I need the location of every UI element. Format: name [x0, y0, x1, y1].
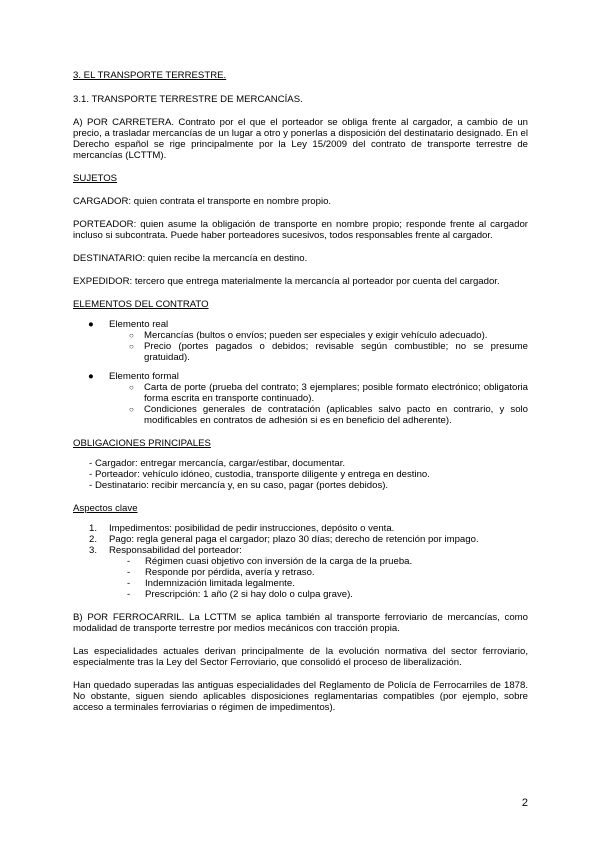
sub-list-item: - Indemnización limitada legalmente. — [127, 578, 295, 589]
subsection-heading: 3.1. TRANSPORTE TERRESTRE DE MERCANCÍAS. — [73, 94, 303, 105]
elementos-list — [73, 319, 528, 426]
section-heading: 3. EL TRANSPORTE TERRESTRE. — [73, 70, 227, 81]
expedidor-paragraph: EXPEDIDOR: tercero que entrega materialmente la mercancía al porteador por cuenta del cargador. — [73, 276, 500, 287]
porteador-paragraph: PORTEADOR: quien asume la obligación de transporte en nombre propio; responde frente al cargador incluso si subcontrata. Puede haber porteadores sucesivos, todos responsables frente al cargador. — [73, 219, 528, 241]
list-item: - Cargador: entregar mercancía, cargar/estibar, documentar. — [89, 458, 346, 469]
especialidades-paragraph: Las especialidades actuales derivan principalmente de la evolución normativa del sector ferroviario, especialmente tras la Ley del Sector Ferroviario, que consolidó el proceso de liberalización. — [73, 646, 528, 668]
aspectos-heading: Aspectos clave — [73, 503, 138, 514]
list-item: - Destinatario: recibir mercancía y, en su caso, pagar (portes debidos). — [89, 480, 389, 491]
list-item: - Porteador: vehículo idóneo, custodia, transporte diligente y entrega en destino. — [89, 469, 430, 480]
list-item: ● Elemento formal — [88, 371, 179, 382]
document-page — [73, 70, 528, 713]
sub-list-item: ○ Carta de porte (prueba del contrato; 3 ejemplares; posible formato electrónico; obligatoria forma escrita en transporte continuado). — [129, 382, 528, 404]
reglamento-paragraph: Han quedado superadas las antiguas especialidades del Reglamento de Policía de Ferrocarriles de 1878. No obstante, siguen siendo aplicables disposiciones reglamentarias compatibles (por ejemplo, sobre acceso a terminales ferroviarias o régimen de impedimentos). — [73, 680, 528, 713]
circle-bullet-icon: ○ — [129, 383, 134, 392]
sujetos-heading: SUJETOS — [73, 173, 118, 184]
bullet-icon: ● — [88, 319, 94, 330]
circle-bullet-icon: ○ — [129, 331, 134, 340]
page-number: 2 — [521, 797, 528, 809]
obligaciones-list — [73, 458, 528, 491]
bullet-icon: ● — [88, 371, 94, 382]
list-item: ● Elemento real — [88, 319, 169, 330]
sub-list-item: - Responde por pérdida, avería y retraso. — [127, 567, 315, 578]
sub-list-item: - Régimen cuasi objetivo con inversión de la carga de la prueba. — [127, 556, 413, 567]
destinatario-paragraph: DESTINATARIO: quien recibe la mercancía en destino. — [73, 253, 308, 264]
sub-list-item: - Prescripción: 1 año (2 si hay dolo o culpa grave). — [127, 589, 353, 600]
obligaciones-heading: OBLIGACIONES PRINCIPALES — [73, 438, 211, 449]
circle-bullet-icon: ○ — [129, 405, 134, 414]
sub-list-item: ○ Mercancías (bultos o envíos; pueden ser especiales y exigir vehículo adecuado). — [129, 330, 488, 341]
cargador-paragraph: CARGADOR: quien contrata el transporte en nombre propio. — [73, 196, 332, 207]
ferrocarril-paragraph: B) POR FERROCARRIL. La LCTTM se aplica también al transporte ferroviario de mercancías, como modalidad de transporte terrestre por medios mecánicos con tracción propia. — [73, 612, 528, 634]
elementos-heading: ELEMENTOS DEL CONTRATO — [73, 299, 209, 310]
aspectos-list — [73, 523, 528, 600]
numbered-item: 2. Pago: regla general paga el cargador; plazo 30 días; derecho de retención por impago. — [89, 534, 479, 545]
sub-list-item: ○ Precio (portes pagados o debidos; revisable según combustible; no se presume gratuidad). — [129, 341, 528, 363]
circle-bullet-icon: ○ — [129, 342, 134, 351]
numbered-item: 3. Responsabilidad del porteador: — [89, 545, 242, 556]
sub-list-item: ○ Condiciones generales de contratación (aplicables salvo pacto en contrario, y solo modificables en contratos de adhesión si es en beneficio del adherente). — [129, 404, 528, 426]
numbered-item: 1. Impedimentos: posibilidad de pedir instrucciones, depósito o venta. — [89, 523, 395, 534]
intro-paragraph: A) POR CARRETERA. Contrato por el que el porteador se obliga frente al cargador, a cambio de un precio, a trasladar mercancías de un lugar a otro y ponerlas a disposición del destinatario designado. En el Derecho español se rige principalmente por la Ley 15/2009 del contrato de transporte terrestre de mercancías (LCTTM). — [73, 117, 528, 161]
